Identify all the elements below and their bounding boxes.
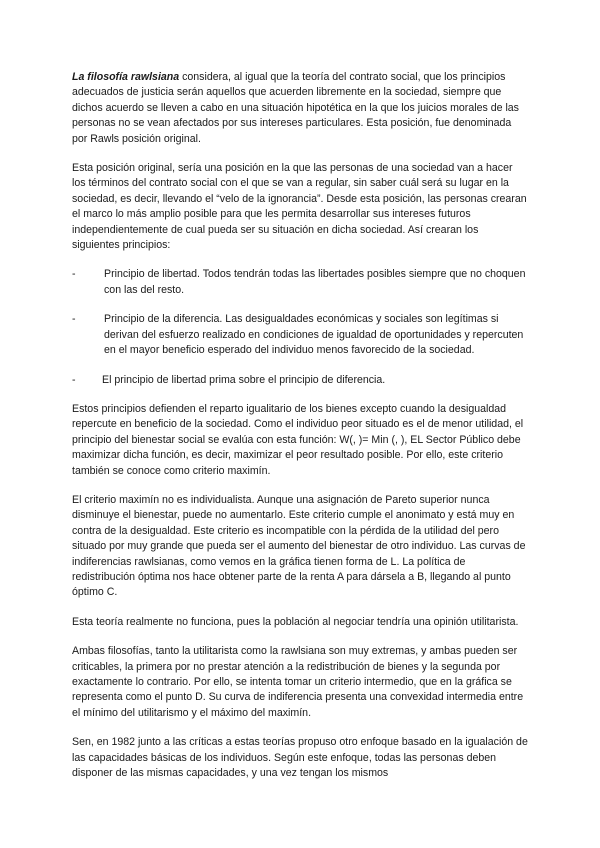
paragraph-maximin-criterion: El criterio maximín no es individualista. Aunque una asignación de Pareto superior nunca disminuye el bienestar, puede no aumentarlo. Este criterio cumple el anonimato y está muy en contra de la desigualdad. Este criterio es incompatible con la pérdida de la utilidad del pero situado por muy grande que pueda ser el aumento del bienestar de otro individuo. Las curvas de indiferencias rawlsianas, como vemos en la gráfica tienen forma de L. La política de redistribución óptima nos hace obtener parte de la renta A para dársela a B, llegando al punto óptimo C. — [72, 493, 526, 599]
list-item-text: Principio de la diferencia. Las desigualdades económicas y sociales son legítimas si derivan del esfuerzo realizado en condiciones de igualdad de oportunidades y repercuten en el mayor beneficio esperado del individuo menos favorecido de la sociedad. — [104, 313, 524, 357]
list-dash: - — [72, 268, 76, 281]
paragraph-both-philosophies: Ambas filosofías, tanto la utilitarista como la rawlsiana son muy extremas, y ambas pueden ser criticables, la primera por no prestar atención a la redistribución de bienes y la segunda por exactamente lo contrario. Por ello, se intenta tomar un criterio intermedio, que en la gráfica se representa como el punto D. Su curva de indiferencia presenta una convexidad intermedia entre el mínimo del utilitarismo y el máximo del maximín. — [72, 645, 524, 719]
paragraph-rawlsian-philosophy — [72, 70, 528, 147]
list-item-text: Principio de libertad. Todos tendrán todas las libertades posibles siempre que no choquen con las del resto. — [104, 268, 526, 296]
list-item — [72, 267, 528, 298]
paragraph-original-position: Esta posición original, sería una posición en la que las personas de una sociedad van a hacer los términos del contrato social con el que se van a regular, sin saber cuál será su lugar en la sociedad, es decir, llevando el “velo de la ignorancia”. Desde esta posición, las personas crearan el marco lo más amplio posible para que les permita desarrollar sus intereses futuros independientemente de cual pueda ser su situación en dicha sociedad. Así crearan los siguientes principios: — [72, 162, 527, 252]
list-dash: - — [72, 373, 76, 386]
paragraph-principles-defense: Estos principios defienden el reparto igualitario de los bienes excepto cuando la desigualdad repercute en beneficio de la sociedad. Como el individuo peor situado es el de menor utilidad, el principio del bienestar social se evalúa con esta función: W(, )= Min (, ), EL Sector Público debe maximizar dicha función, es decir, maximizar el peor resultado posible. Por ello, este criterio también se conoce como criterio maximín. — [72, 402, 524, 477]
principles-list — [72, 267, 528, 387]
list-item-text: El principio de libertad prima sobre el principio de diferencia. — [102, 373, 386, 386]
list-item — [72, 312, 528, 358]
paragraph-sen-approach: Sen, en 1982 junto a las críticas a estas teorías propuso otro enfoque basado en la igualación de las capacidades básicas de los individuos. Según este enfoque, todas las personas deben disponer de las mismas capacidades, y una vez tengan los mismos — [72, 736, 528, 780]
paragraph-theory-failure: Esta teoría realmente no funciona, pues la población al negociar tendría una opinión utilitarista. — [72, 615, 519, 628]
list-dash: - — [72, 313, 76, 326]
paragraph-text: considera, al igual que la teoría del contrato social, que los principios adecuados de justicia serán aquellos que acuerden libremente en la sociedad, siempre que dichos acuerdo se lleven a cabo en una situación hipotética en la que los juicios morales de las personas no se vean afectados por sus intereses particulares. Esta posición, fue denominada por Rawls posición original. — [72, 71, 519, 145]
list-item — [72, 373, 528, 388]
lead-term: La filosofía rawlsiana — [72, 71, 180, 83]
